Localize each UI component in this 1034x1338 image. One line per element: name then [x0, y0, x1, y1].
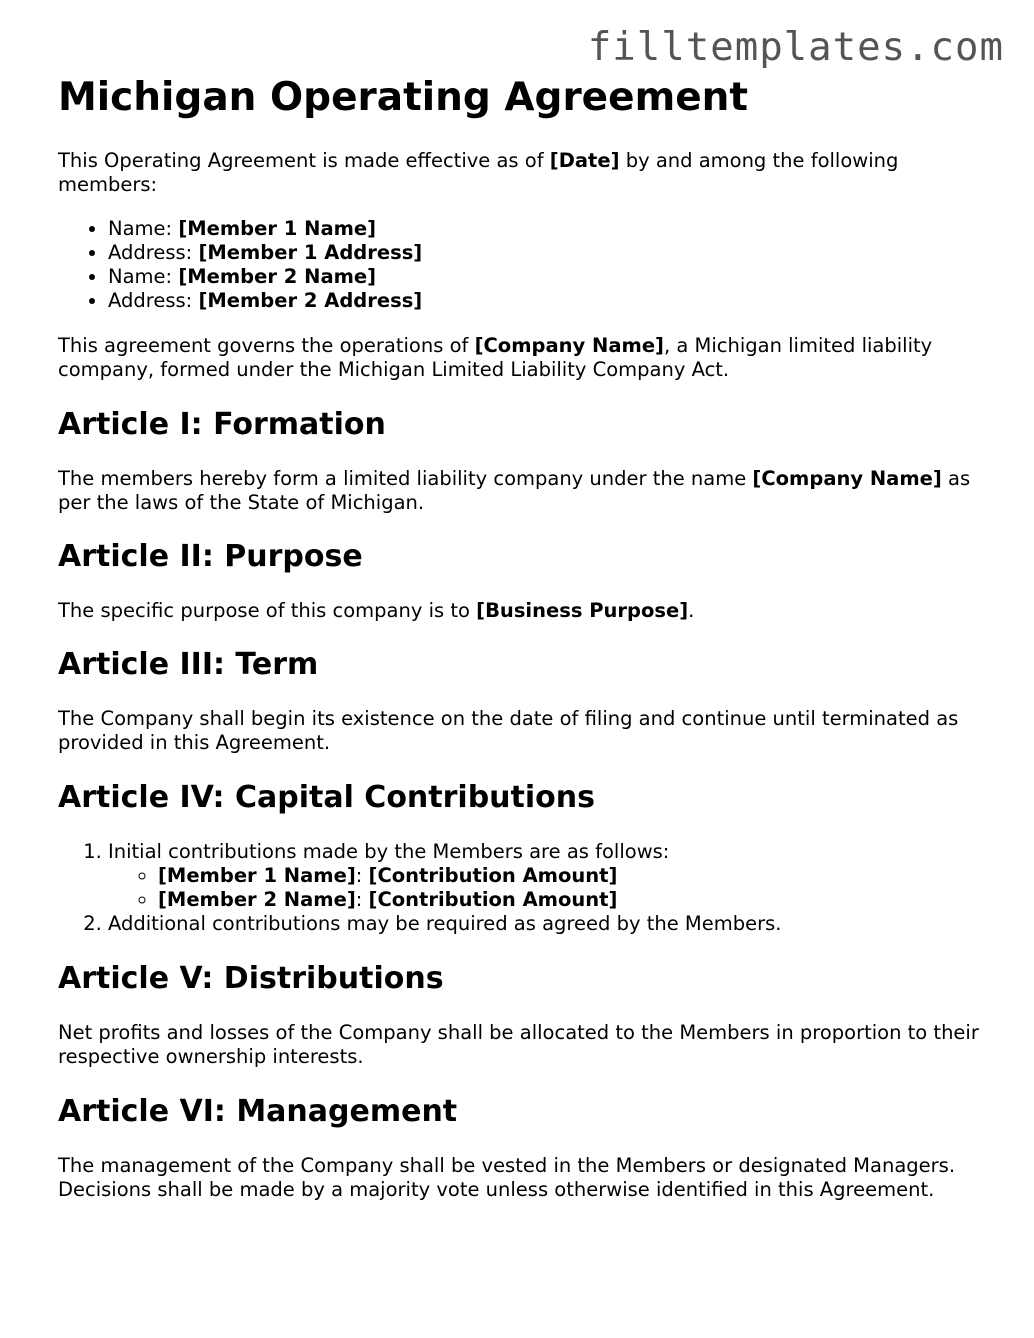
watermark: filltemplates.com — [587, 25, 1004, 70]
date-placeholder: [Date] — [549, 149, 620, 172]
article-6-heading: Article VI: Management — [58, 1094, 458, 1129]
list-item: • Name: [Member 2 Name] — [108, 265, 988, 289]
list-item: 1. Initial contributions made by the Members are as follows: ◦ [Member 1 Name]: [Contribution Amount] ◦ [Member 2 Name]: [Contribution Amount] — [108, 840, 988, 912]
article-3-heading: Article III: Term — [58, 647, 319, 682]
contribution-sublist — [108, 864, 988, 912]
company-placeholder: [Company Name] — [474, 334, 664, 357]
article-5-text: Net profits and losses of the Company shall be allocated to the Members in proportion to their respective ownership interests. — [58, 1021, 979, 1068]
document-title: Michigan Operating Agreement — [58, 75, 749, 120]
governs-paragraph: This agreement governs the operations of [Company Name], a Michigan limited liability company, formed under the Michigan Limited Liability Company Act. — [58, 334, 933, 381]
article-3-text: The Company shall begin its existence on the date of filing and continue until terminated as provided in this Agreement. — [58, 707, 959, 754]
list-item: ◦ [Member 1 Name]: [Contribution Amount] — [158, 864, 988, 888]
article-1-text: The members hereby form a limited liability company under the name [Company Name] as per the laws of the State of Michigan. — [58, 467, 971, 514]
article-2-heading: Article II: Purpose — [58, 539, 363, 574]
article-5-heading: Article V: Distributions — [58, 961, 444, 996]
list-item: 2. Additional contributions may be required as agreed by the Members. — [108, 912, 988, 936]
article-6-text: The management of the Company shall be vested in the Members or designated Managers. Decisions shall be made by a majority vote unless otherwise identified in this Agreement. — [58, 1154, 956, 1201]
list-item: • Name: [Member 1 Name] — [108, 217, 988, 241]
list-item: ◦ [Member 2 Name]: [Contribution Amount] — [158, 888, 988, 912]
list-item: • Address: [Member 2 Address] — [108, 289, 988, 313]
contributions-list — [58, 840, 988, 936]
intro-paragraph: This Operating Agreement is made effective as of [Date] by and among the following members: — [58, 149, 899, 196]
members-list — [58, 217, 988, 313]
article-4-heading: Article IV: Capital Contributions — [58, 780, 595, 815]
article-2-text: The specific purpose of this company is to [Business Purpose]. — [58, 599, 695, 622]
document-page — [58, 70, 988, 1202]
list-item: • Address: [Member 1 Address] — [108, 241, 988, 265]
article-1-heading: Article I: Formation — [58, 407, 386, 442]
